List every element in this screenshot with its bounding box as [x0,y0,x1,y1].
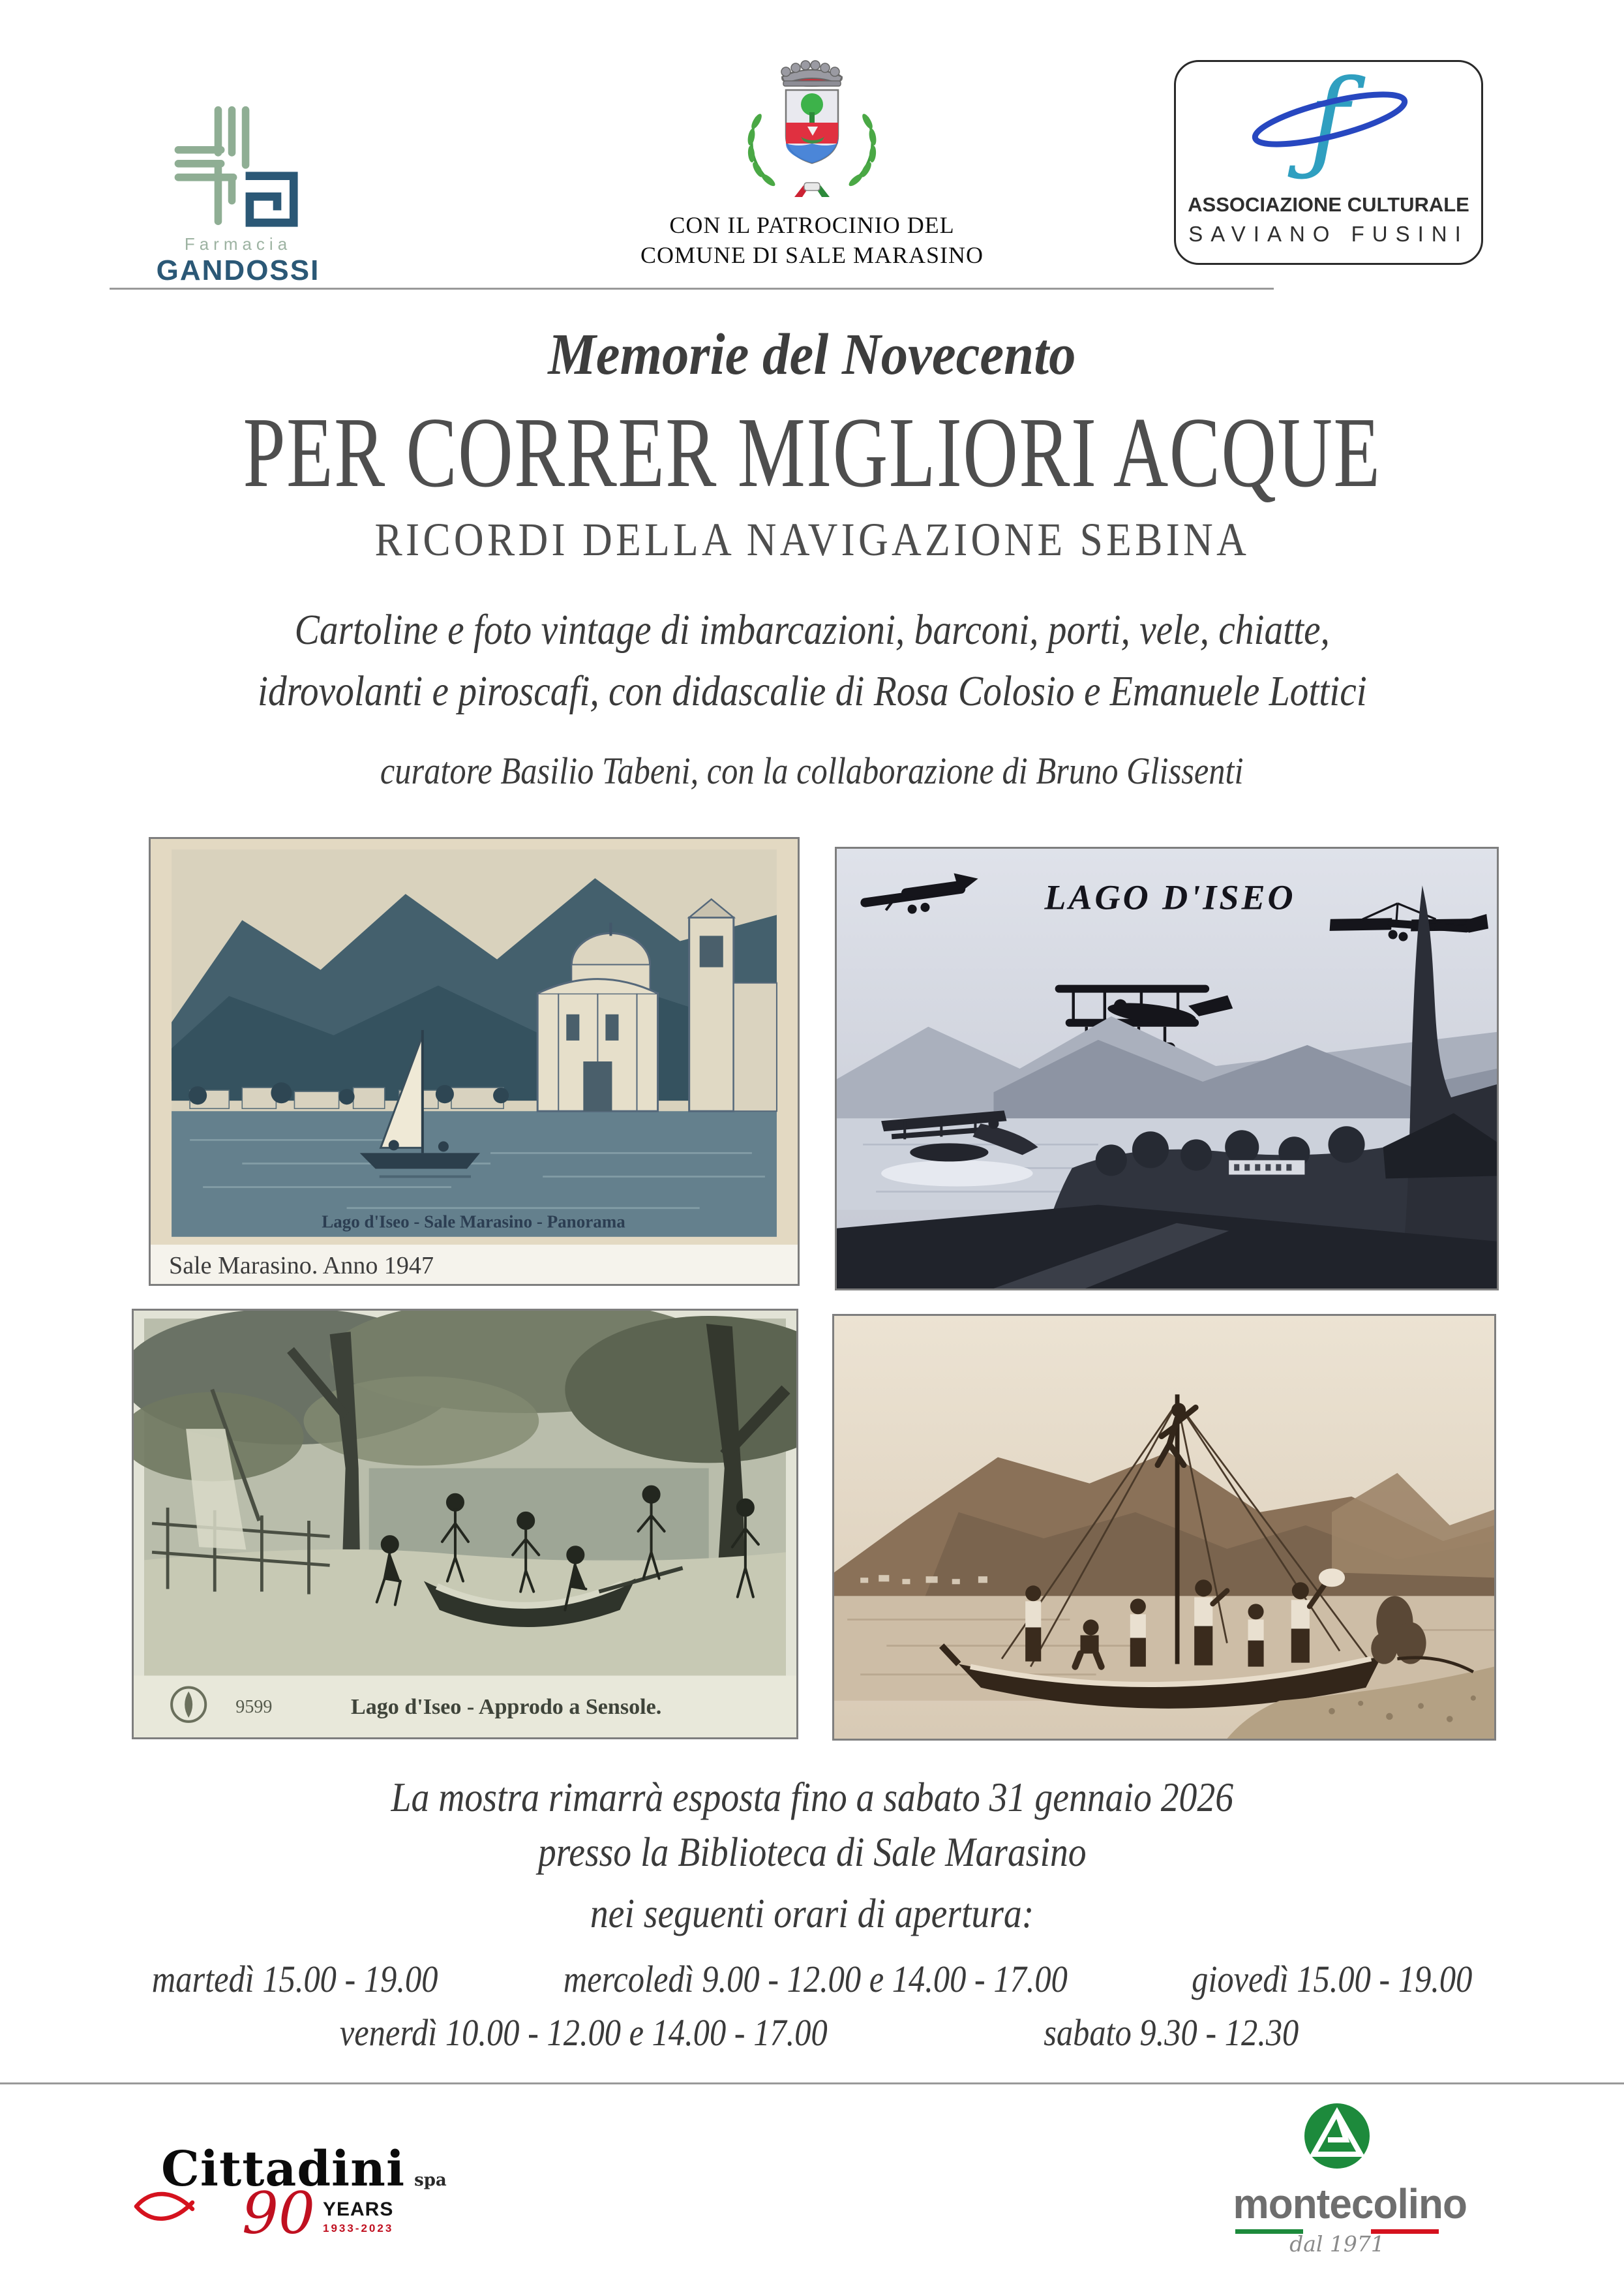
cittadini-logo [134,2141,447,2247]
description-line2: idrovolanti e piroscafi, con didascalie di Rosa Colosio e Emanuele Lottici [257,667,1367,715]
crew-figure [1130,1598,1146,1666]
series-title: Memorie del Novecento [548,322,1076,387]
sale-marasino-coat-of-arms [730,57,894,211]
schedule-row2 [303,2011,1317,2054]
schedule-friday: venerdì 10.00 - 12.00 e 14.00 - 17.00 [339,2011,828,2054]
header-divider [110,288,1274,290]
montecolino-name: montecolino [1233,2180,1467,2227]
cittadini-suffix: spa [414,2171,447,2190]
curator-line: curatore Basilio Tabeni, con la collaborazione di Bruno Glissenti [380,750,1244,792]
postcard-number: 9599 [235,1696,273,1717]
crew-figure [1248,1604,1264,1666]
exhibition-dates: La mostra rimarrà esposta fino a sabato 31 gennaio 2026 [391,1774,1233,1820]
photo-boat-mast [832,1314,1496,1741]
schedule-row1 [130,1957,1494,2001]
photo-postcard-panorama [149,837,800,1286]
svg-text:ƒ: ƒ [1308,62,1349,185]
postcard-caption: Lago d'Iseo - Sale Marasino - Panorama [322,1212,625,1232]
saviano-fusini-logo [1174,60,1483,265]
fusini-f-icon [1179,62,1479,186]
page-title: PER CORRER MIGLIORI ACQUE [243,397,1381,508]
montecolino-tagline: dal 1971 [1289,2231,1385,2257]
patronage-line1: CON IL PATROCINIO DEL [669,212,955,238]
patronage-line2: COMUNE DI SALE MARASINO [640,242,984,268]
schedule-saturday: sabato 9.30 - 12.30 [1043,2011,1299,2054]
ribbon-icon [794,183,830,197]
photo-postcard-seaplanes [835,847,1499,1290]
description-line1: Cartoline e foto vintage di imbarcazioni, barconi, porti, vele, chiatte, [294,606,1330,654]
opening-hours-intro: nei seguenti orari di apertura: [590,1890,1034,1936]
cittadini-fish-icon [134,2188,199,2225]
cittadini-years-label: YEARS [322,2199,394,2220]
footer-divider [0,2082,1624,2084]
coat-of-arms-icon [730,57,894,207]
crown-icon [781,61,842,86]
postcard-title: LAGO D'ISEO [1044,877,1296,917]
association-line1: ASSOCIAZIONE CULTURALE [1188,193,1469,216]
farmacia-brand-top: Farmacia [184,234,292,254]
crew-figure [1025,1585,1041,1661]
shield-icon [786,90,838,163]
association-line2: SAVIANO FUSINI [1188,222,1469,246]
schedule-thursday: giovedì 15.00 - 19.00 [1192,1958,1473,2000]
cittadini-years-range: 1933-2023 [322,2222,394,2234]
montecolino-triangle-icon [1303,2102,1371,2170]
cittadini-name: Cittadini [161,2141,406,2197]
schedule-wednesday: mercoledì 9.00 - 12.00 e 14.00 - 17.00 [563,1958,1068,2000]
photo-postcard-sensole [132,1309,798,1739]
postcard-caption: Lago d'Iseo - Approdo a Sensole. [351,1694,662,1719]
cittadini-90: 90 [242,2180,315,2247]
page-subtitle: RICORDI DELLA NAVIGAZIONE SEBINA [374,513,1250,566]
farmacia-brand-name: GANDOSSI [156,254,320,286]
montecolino-logo [1229,2102,1467,2257]
exhibition-venue: presso la Biblioteca di Sale Marasino [537,1829,1087,1875]
photo-note: Sale Marasino. Anno 1947 [169,1251,434,1279]
schedule-tuesday: martedì 15.00 - 19.00 [151,1958,438,2000]
